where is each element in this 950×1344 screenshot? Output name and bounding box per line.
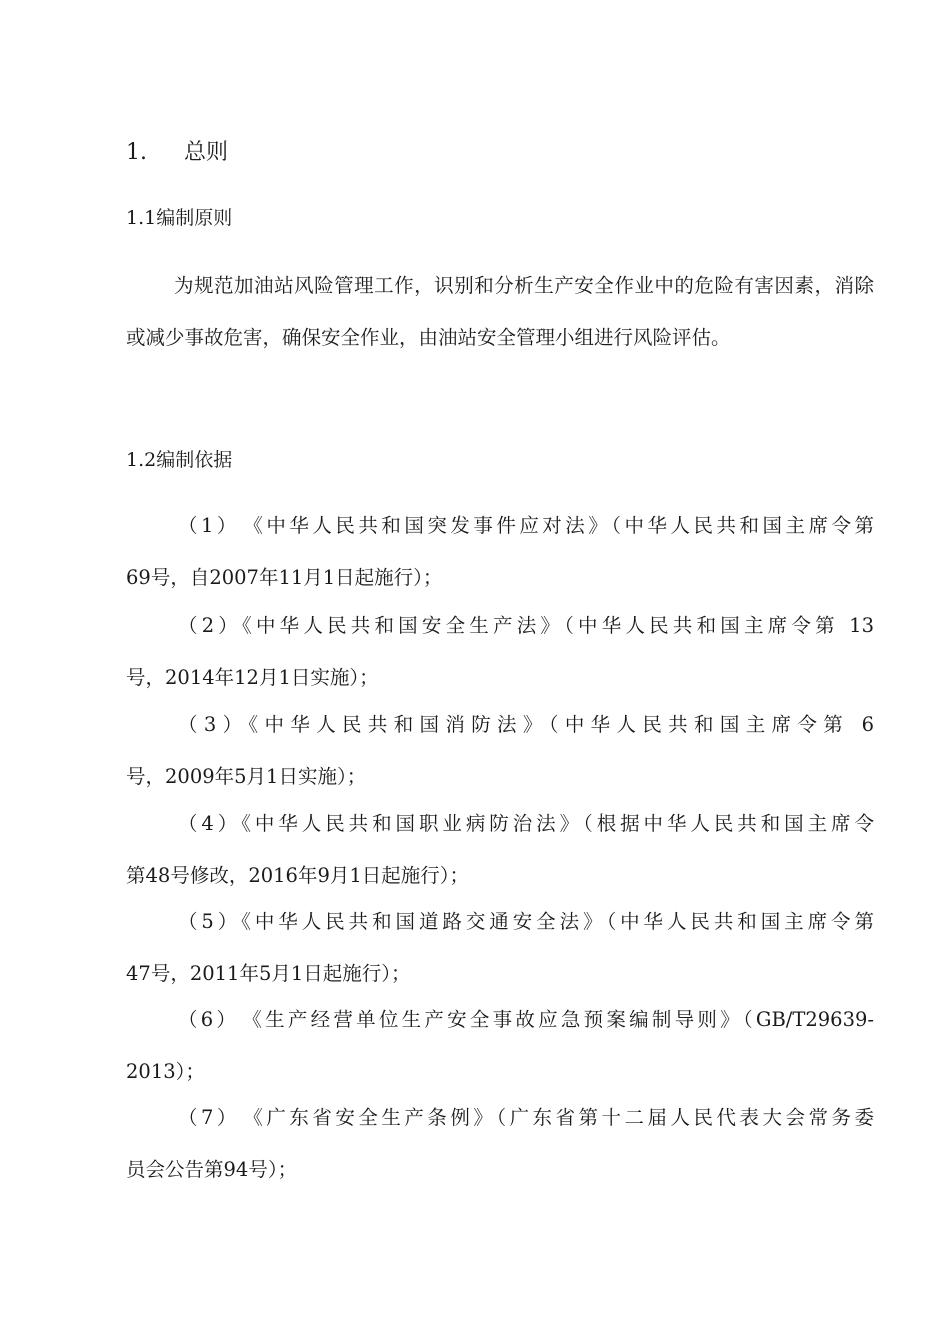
basis-item-5: [126, 896, 874, 1000]
basis-item-line1: （4）《中华人民共和国职业病防治法》（根据中华人民共和国主席令: [178, 812, 874, 835]
basis-item-3: [126, 699, 874, 803]
basis-item-line2: 2013）；: [126, 1060, 205, 1083]
basis-item-line1: （3）《中华人民共和国消防法》（中华人民共和国主席令第 6: [178, 713, 874, 736]
subsection-heading-principles: 1.1编制原则: [126, 207, 233, 229]
section-heading: [126, 138, 228, 168]
basis-item-2: [126, 600, 874, 704]
basis-item-line1: （5）《中华人民共和国道路交通安全法》（中华人民共和国主席令第: [178, 910, 874, 933]
section-title: 总则: [184, 140, 229, 165]
basis-item-line1: （2）《中华人民共和国安全生产法》（中华人民共和国主席令第 13: [178, 614, 874, 637]
basis-item-line2: 员会公告第94号）；: [126, 1158, 298, 1181]
basis-item-line2: 69号，自2007年11月1日起施行）；: [126, 566, 443, 589]
basis-item-line2: 第48号修改，2016年9月1日起施行）；: [126, 864, 470, 887]
basis-item-line2: 号，2014年12月1日实施）；: [126, 666, 379, 689]
basis-item-6: [126, 994, 874, 1098]
section-number: 1.: [126, 140, 147, 165]
basis-item-1: [126, 500, 874, 604]
basis-item-line1: （6） 《生产经营单位生产安全事故应急预案编制导则》（GB/T29639-: [178, 1008, 874, 1031]
basis-item-line2: 号，2009年5月1日实施）；: [126, 765, 367, 788]
basis-item-line2: 47号，2011年5月1日起施行）；: [126, 962, 411, 985]
basis-item-line1: （1） 《中华人民共和国突发事件应对法》（中华人民共和国主席令第: [178, 514, 874, 537]
basis-item-7: [126, 1092, 874, 1196]
basis-item-4: [126, 798, 874, 902]
subsection-heading-basis: 1.2编制依据: [126, 449, 233, 471]
basis-item-line1: （7） 《广东省安全生产条例》（广东省第十二届人民代表大会常务委: [178, 1106, 874, 1129]
principles-paragraph: 为规范加油站风险管理工作，识别和分析生产安全作业中的危险有害因素，消除或减少事故危害，确保安全作业，由油站安全管理小组进行风险评估。: [126, 274, 874, 349]
